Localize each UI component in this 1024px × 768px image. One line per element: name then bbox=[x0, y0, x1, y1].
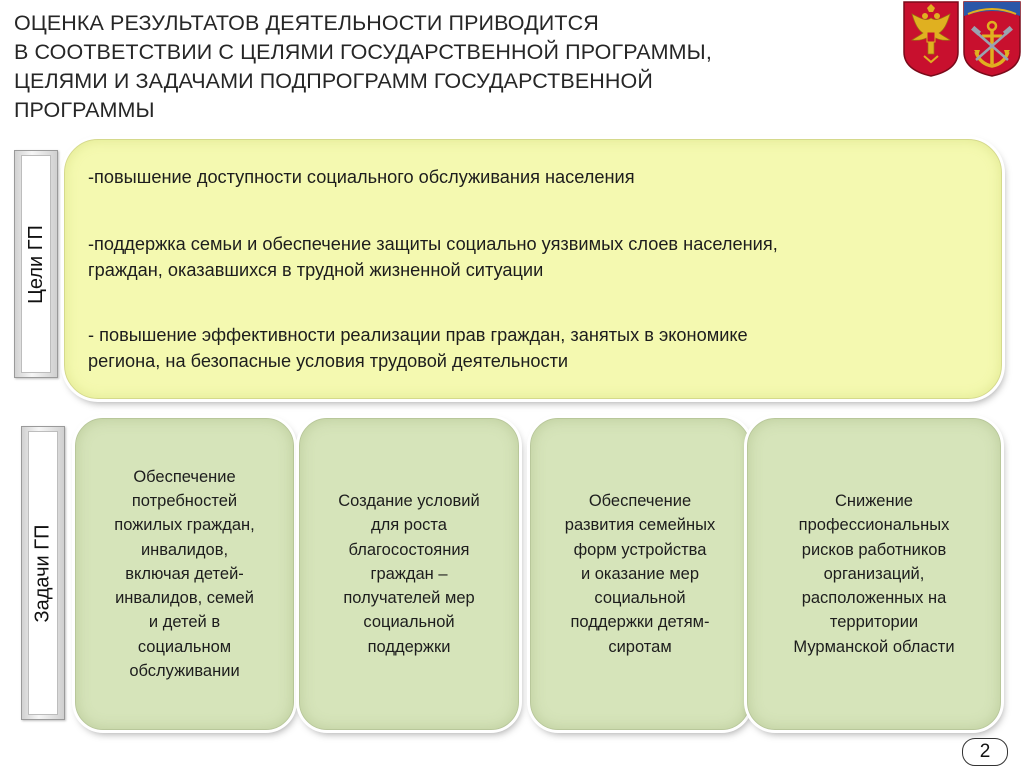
task-text-line: благосостояния bbox=[348, 540, 470, 559]
task-text-line: инвалидов, семей bbox=[115, 589, 254, 608]
task-text-line: пожилых граждан, bbox=[114, 516, 255, 535]
task-text-line: социальной bbox=[594, 589, 686, 608]
task-text-line: и оказание мер bbox=[580, 564, 700, 583]
task-text-line: Создание условий bbox=[338, 491, 480, 510]
task-text-line: профессиональных bbox=[798, 516, 950, 535]
task-text-line: Обеспечение bbox=[588, 491, 692, 510]
task-text-line: Мурманской области bbox=[793, 637, 955, 656]
task-text-line: расположенных на bbox=[801, 589, 947, 608]
goal-item-continued: региона, на безопасные условия трудовой деятельности bbox=[88, 351, 569, 371]
task-card bbox=[75, 418, 294, 730]
task-text-line: форм устройства bbox=[573, 540, 707, 559]
russia-coat-of-arms-icon bbox=[904, 2, 958, 76]
murmansk-oblast-coat-of-arms-icon bbox=[964, 2, 1020, 76]
emblems bbox=[900, 0, 1024, 78]
goals-side-label bbox=[14, 150, 58, 378]
goals-panel bbox=[64, 139, 1002, 399]
goal-item: - повышение эффективности реализации прав граждан, занятых в экономике bbox=[88, 325, 748, 345]
page-number: 2 bbox=[962, 738, 1008, 766]
task-text-line: Обеспечение bbox=[133, 467, 236, 486]
title-line: ОЦЕНКА РЕЗУЛЬТАТОВ ДЕЯТЕЛЬНОСТИ ПРИВОДИТСЯ bbox=[14, 11, 599, 35]
task-text-line: социальном bbox=[137, 637, 232, 656]
task-text-line: включая детей- bbox=[125, 564, 244, 583]
task-text-line: сиротам bbox=[608, 637, 672, 656]
task-text-line: рисков работников bbox=[801, 540, 947, 559]
slide-title bbox=[14, 9, 894, 125]
task-card bbox=[299, 418, 519, 730]
tasks-side-label bbox=[21, 426, 65, 720]
title-line: В СООТВЕТСТВИИ С ЦЕЛЯМИ ГОСУДАРСТВЕННОЙ ПРОГРАММЫ, bbox=[14, 40, 712, 64]
task-text-line: обслуживании bbox=[129, 662, 240, 681]
task-text-line: потребностей bbox=[131, 491, 238, 510]
task-text-line: для роста bbox=[371, 516, 447, 535]
title-line: ПРОГРАММЫ bbox=[14, 98, 155, 122]
task-text-line: социальной bbox=[363, 613, 455, 632]
task-text-line: инвалидов, bbox=[140, 540, 229, 559]
task-text-line: поддержки детям- bbox=[570, 613, 710, 632]
task-text-line: организаций, bbox=[823, 564, 925, 583]
goal-item-continued: граждан, оказавшихся в трудной жизненной ситуации bbox=[88, 260, 544, 280]
task-card bbox=[530, 418, 750, 730]
task-text-line: граждан – bbox=[370, 564, 448, 583]
task-text-line: получателей мер bbox=[343, 589, 475, 608]
task-text-line: развития семейных bbox=[564, 516, 716, 535]
task-text-line: территории bbox=[829, 613, 919, 632]
goal-item: -поддержка семьи и обеспечение защиты социально уязвимых слоев населения, bbox=[88, 234, 778, 254]
tasks-label-text: Задачи ГП bbox=[31, 524, 54, 622]
task-text-line: Снижение bbox=[835, 491, 913, 510]
task-text-line: и детей в bbox=[148, 613, 221, 632]
title-line: ЦЕЛЯМИ И ЗАДАЧАМИ ПОДПРОГРАММ ГОСУДАРСТВЕННОЙ bbox=[14, 69, 653, 93]
task-card bbox=[747, 418, 1001, 730]
goals-label-text: Цели ГП bbox=[24, 224, 47, 304]
task-text-line: поддержки bbox=[367, 637, 451, 656]
goal-item: -повышение доступности социального обслуживания населения bbox=[88, 167, 635, 187]
